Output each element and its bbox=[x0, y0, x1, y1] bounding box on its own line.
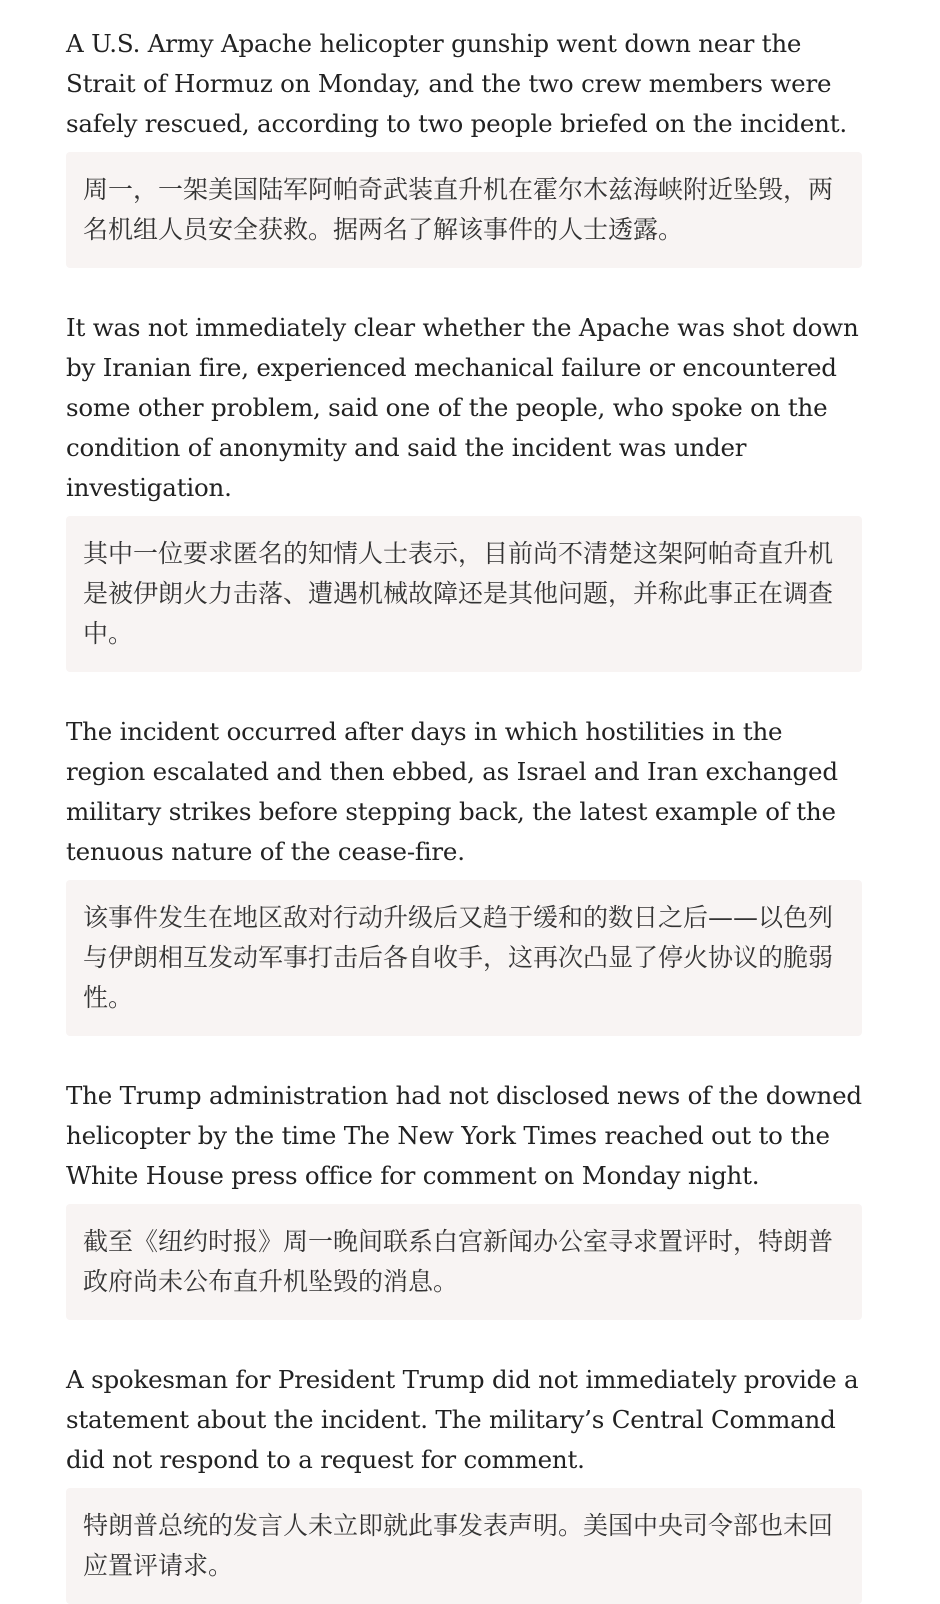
english-paragraph: It was not immediately clear whether the Apache was shot down by Iranian fire, experienced mechanical failure or encountered some other problem, said one of the people, who spoke on the condition of anonymity and said the incident was under investigation. bbox=[66, 313, 859, 502]
english-paragraph: The incident occurred after days in which hostilities in the region escalated and then ebbed, as Israel and Iran exchanged military strikes before stepping back, the latest example of the tenuous nature of the cease-fire. bbox=[66, 717, 838, 866]
paragraph-pair bbox=[66, 308, 862, 672]
article-body bbox=[66, 24, 862, 1604]
paragraph-pair bbox=[66, 712, 862, 1036]
paragraph-pair bbox=[66, 1076, 862, 1320]
chinese-translation: 特朗普总统的发言人未立即就此事发表声明。美国中央司令部也未回应置评请求。 bbox=[66, 1488, 862, 1604]
english-paragraph: A spokesman for President Trump did not immediately provide a statement about the incident. The military’s Central Command did not respond to a request for comment. bbox=[66, 1365, 859, 1474]
chinese-translation: 其中一位要求匿名的知情人士表示，目前尚不清楚这架阿帕奇直升机是被伊朗火力击落、遭遇机械故障还是其他问题，并称此事正在调查中。 bbox=[66, 516, 862, 672]
chinese-translation: 截至《纽约时报》周一晚间联系白宫新闻办公室寻求置评时，特朗普政府尚未公布直升机坠毁的消息。 bbox=[66, 1204, 862, 1320]
chinese-translation: 该事件发生在地区敌对行动升级后又趋于缓和的数日之后——以色列与伊朗相互发动军事打击后各自收手，这再次凸显了停火协议的脆弱性。 bbox=[66, 880, 862, 1036]
chinese-translation: 周一，一架美国陆军阿帕奇武装直升机在霍尔木兹海峡附近坠毁，两名机组人员安全获救。据两名了解该事件的人士透露。 bbox=[66, 152, 862, 268]
english-paragraph: A U.S. Army Apache helicopter gunship went down near the Strait of Hormuz on Monday, and the two crew members were safely rescued, according to two people briefed on the incident. bbox=[66, 29, 847, 138]
english-paragraph: The Trump administration had not disclosed news of the downed helicopter by the time The New York Times reached out to the White House press office for comment on Monday night. bbox=[66, 1081, 862, 1190]
paragraph-pair bbox=[66, 1360, 862, 1604]
paragraph-pair bbox=[66, 24, 862, 268]
